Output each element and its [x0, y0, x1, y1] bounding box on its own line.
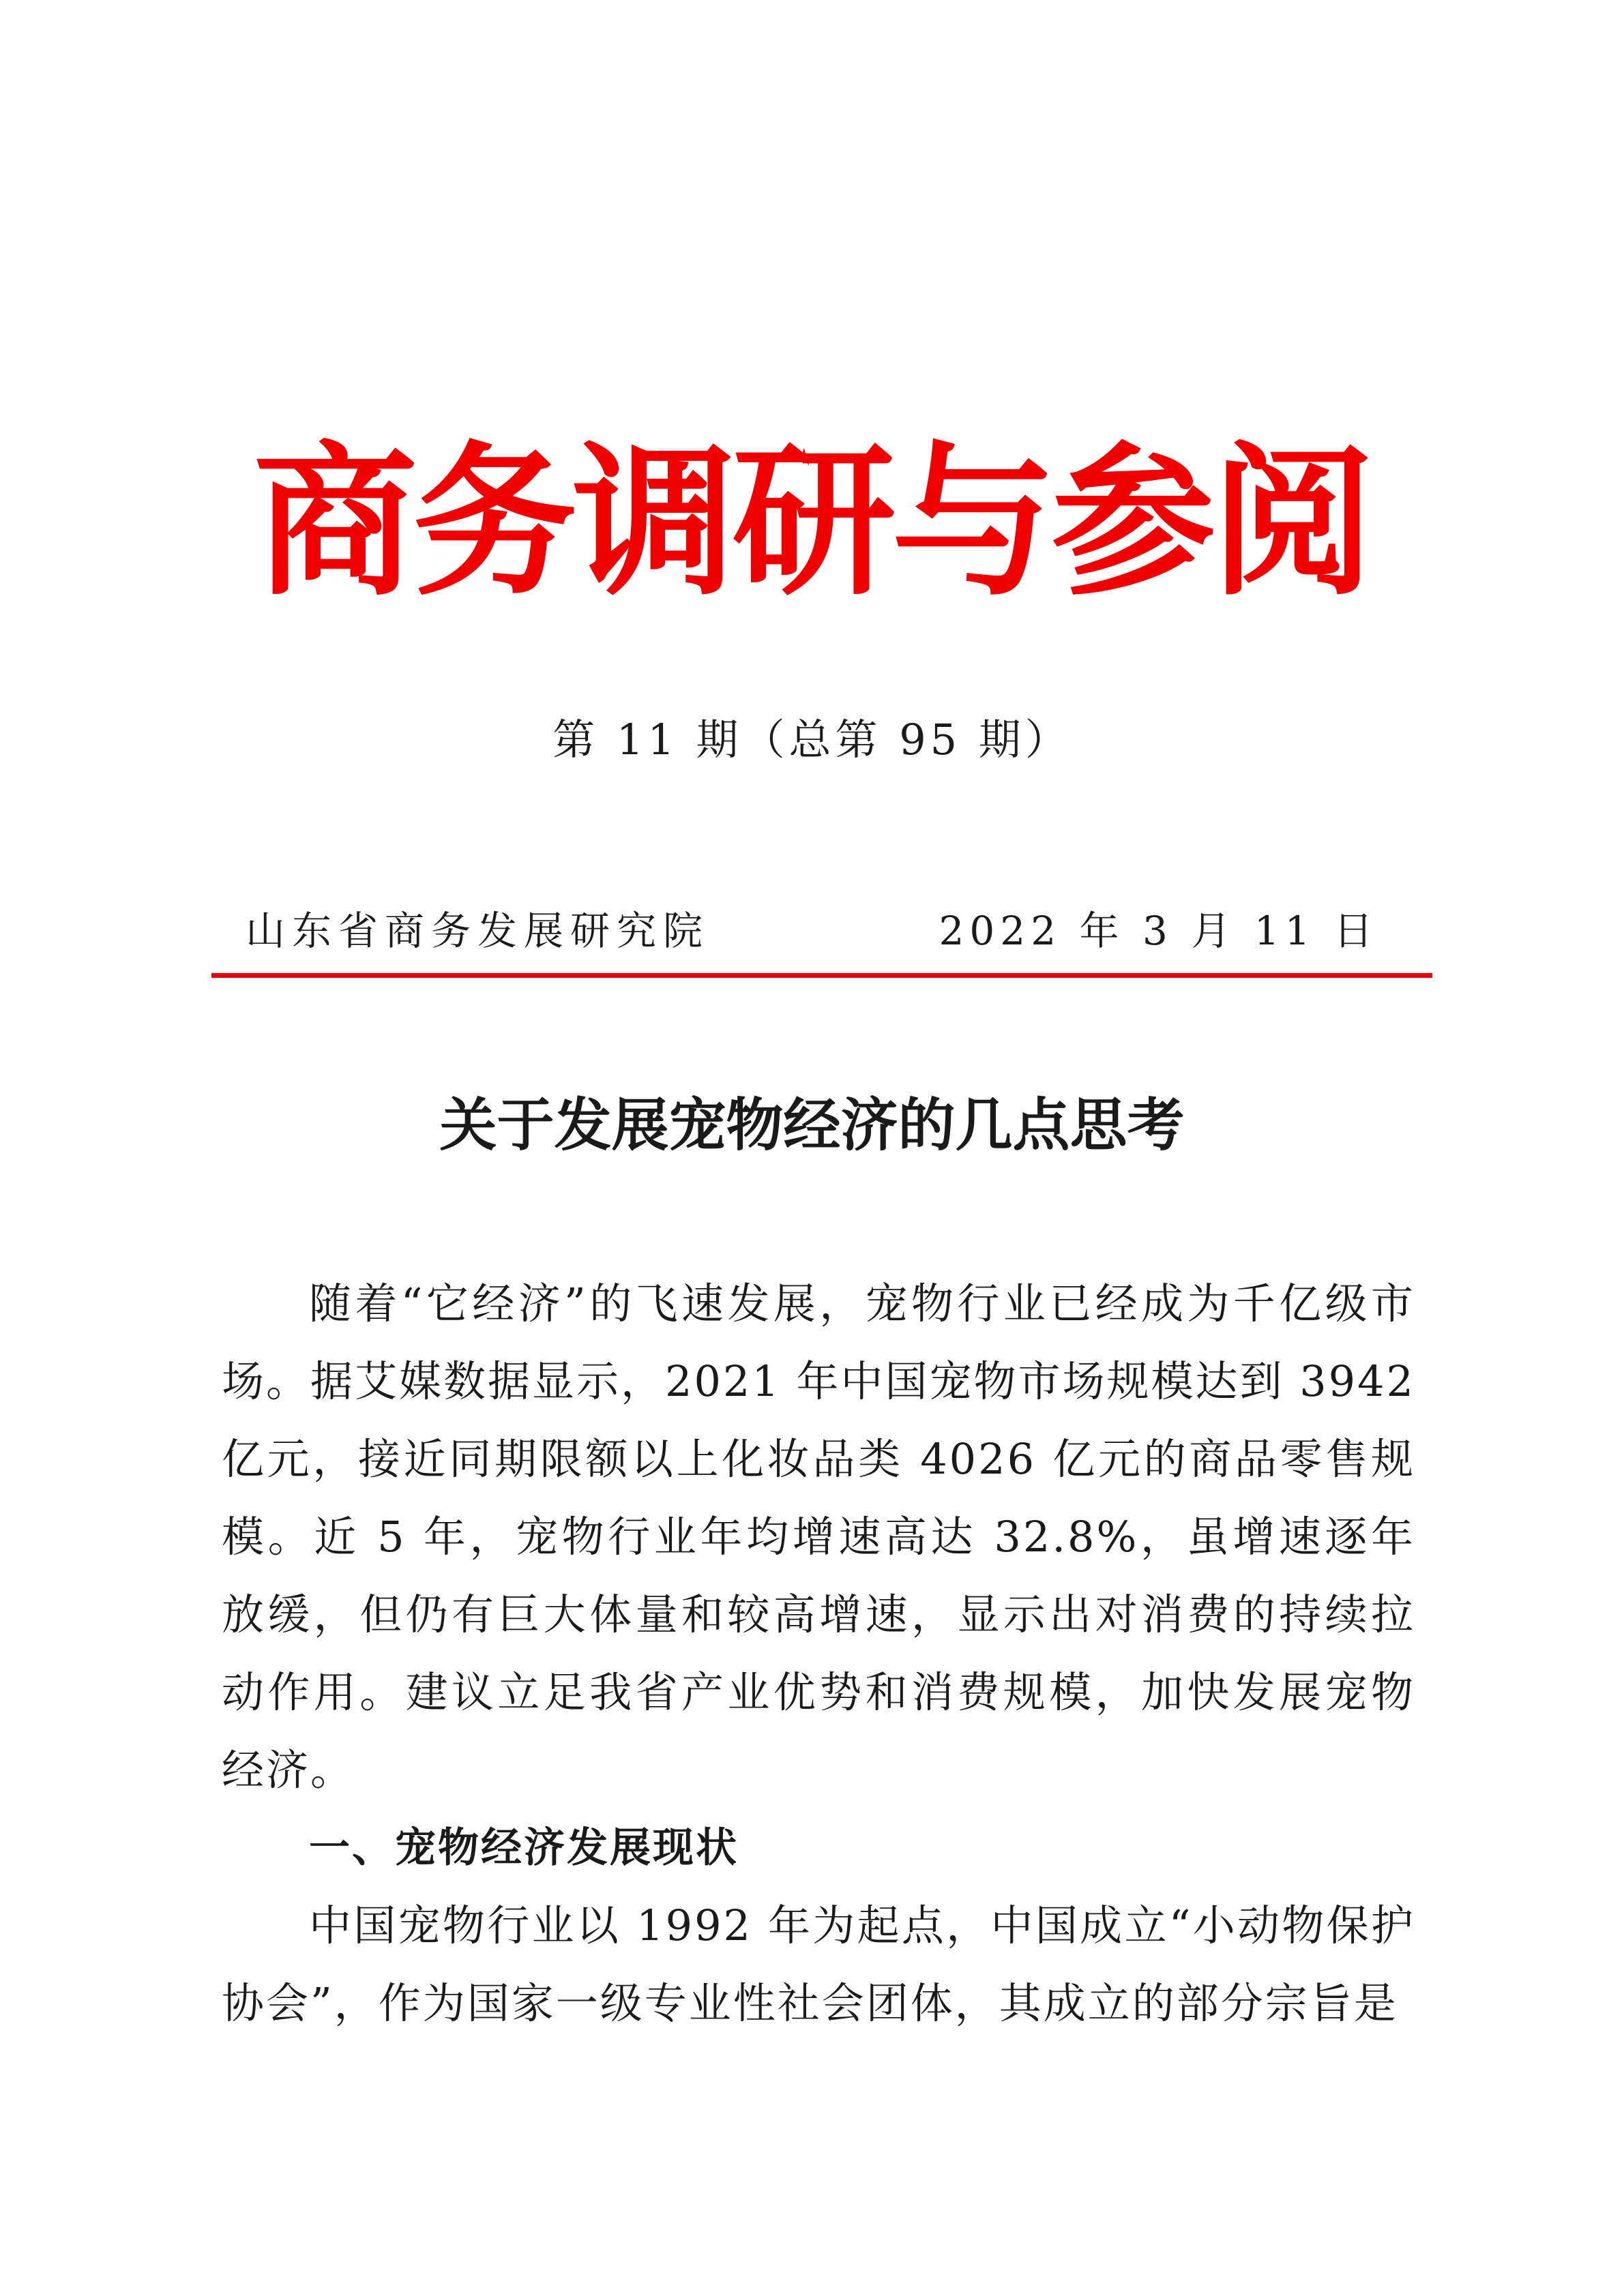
section-paragraph: 中国宠物行业以 1992 年为起点，中国成立“小动物保护协会”，作为国家一级专业性社会团体，其成立的部分宗旨是	[222, 1900, 1415, 2028]
organization-name: 山东省商务发展研究院	[246, 908, 710, 954]
publication-date: 2022 年 3 月 11 日	[939, 908, 1378, 954]
red-divider-rule	[211, 973, 1432, 978]
article-title: 关于发展宠物经济的几点思考	[439, 1092, 1185, 1159]
intro-paragraph: 随着“它经济”的飞速发展，宠物行业已经成为千亿级市场。据艾媒数据显示，2021 年中国宠物市场规模达到 3942 亿元，接近同期限额以上化妆品类 4026 亿元的商品零售规模。近 5 年，宠物行业年均增速高达 32.8%，虽增速逐年放缓，但仍有巨大体量和较高增速，显示出对消费的持续拉动作用。建议立足我省产业优势和消费规模，加快发展宠物经济。	[222, 1279, 1415, 1795]
article-body	[222, 1265, 1415, 2042]
issue-number: 第 11 期（总第 95 期）	[552, 715, 1072, 764]
masthead-title: 商务调研与参阅	[253, 426, 1371, 618]
section-heading: 一、宠物经济发展现状	[309, 1824, 739, 1872]
byline	[211, 900, 1413, 961]
